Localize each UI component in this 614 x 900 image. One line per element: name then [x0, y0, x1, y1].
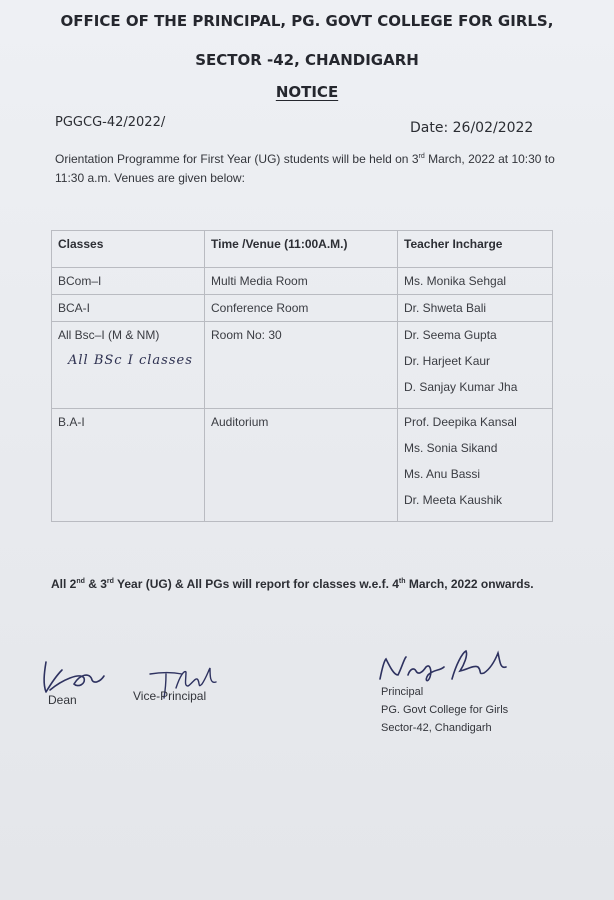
- teacher-name: D. Sanjay Kumar Jha: [404, 380, 518, 394]
- table-row: [52, 409, 553, 522]
- column-header: Classes: [52, 231, 205, 268]
- college-name: PG. Govt College for Girls: [381, 704, 509, 716]
- principal-label: Principal: [381, 686, 424, 698]
- teacher-cell: [398, 409, 553, 522]
- teacher-cell: [398, 295, 553, 322]
- class-cell: BCom–I: [52, 268, 205, 295]
- venue-cell: Room No: 30: [205, 322, 398, 409]
- teacher-name: Ms. Monika Sehgal: [404, 274, 507, 288]
- table-header-row: [52, 231, 553, 268]
- reporting-instruction: All 2nd & 3rd Year (UG) & All PGs will report for classes w.e.f. 4th March, 2022 onwards.: [51, 577, 534, 591]
- teacher-name: Dr. Meeta Kaushik: [404, 493, 503, 507]
- class-cell: B.A-I: [52, 409, 205, 522]
- teacher-name: Ms. Sonia Sikand: [404, 441, 498, 455]
- address-heading: SECTOR -42, CHANDIGARH: [195, 51, 419, 69]
- vice-principal-label: Vice-Principal: [133, 689, 207, 703]
- teacher-name: Dr. Shweta Bali: [404, 301, 487, 315]
- office-heading: OFFICE OF THE PRINCIPAL, PG. GOVT COLLEGE FOR GIRLS,: [60, 12, 554, 30]
- teacher-name: Ms. Anu Bassi: [404, 467, 481, 481]
- notice-date: Date: 26/02/2022: [410, 120, 534, 136]
- table-row: [52, 295, 553, 322]
- teacher-cell: [398, 322, 553, 409]
- table-row: [52, 322, 553, 409]
- class-cell: [52, 322, 205, 409]
- college-address: Sector-42, Chandigarh: [381, 722, 492, 734]
- notice-title: NOTICE: [275, 83, 339, 101]
- dean-label: Dean: [48, 693, 77, 707]
- teacher-name: Prof. Deepika Kansal: [404, 415, 517, 429]
- table-row: [52, 268, 553, 295]
- teacher-cell: [398, 268, 553, 295]
- intro-paragraph: Orientation Programme for First Year (UG) students will be held on 3rd March, 2022 at 10:30 to 11:30 a.m. Venues are given below:: [55, 152, 555, 185]
- venue-cell: Multi Media Room: [205, 268, 398, 295]
- column-header: Time /Venue (11:00A.M.): [205, 231, 398, 268]
- principal-signature: [374, 645, 514, 687]
- teacher-name: Dr. Harjeet Kaur: [404, 354, 491, 368]
- venue-cell: Auditorium: [205, 409, 398, 522]
- class-cell: BCA-I: [52, 295, 205, 322]
- venue-table: [51, 230, 553, 522]
- dean-signature: [40, 652, 110, 697]
- teacher-name: Dr. Seema Gupta: [404, 328, 497, 342]
- venue-cell: Conference Room: [205, 295, 398, 322]
- reference-number: PGGCG-42/2022/: [55, 115, 166, 130]
- class-name: All Bsc–I (M & NM): [58, 328, 160, 342]
- principal-signature-block: [381, 683, 508, 737]
- handwritten-note: All BSc I classes: [68, 353, 193, 368]
- column-header: Teacher Incharge: [398, 231, 553, 268]
